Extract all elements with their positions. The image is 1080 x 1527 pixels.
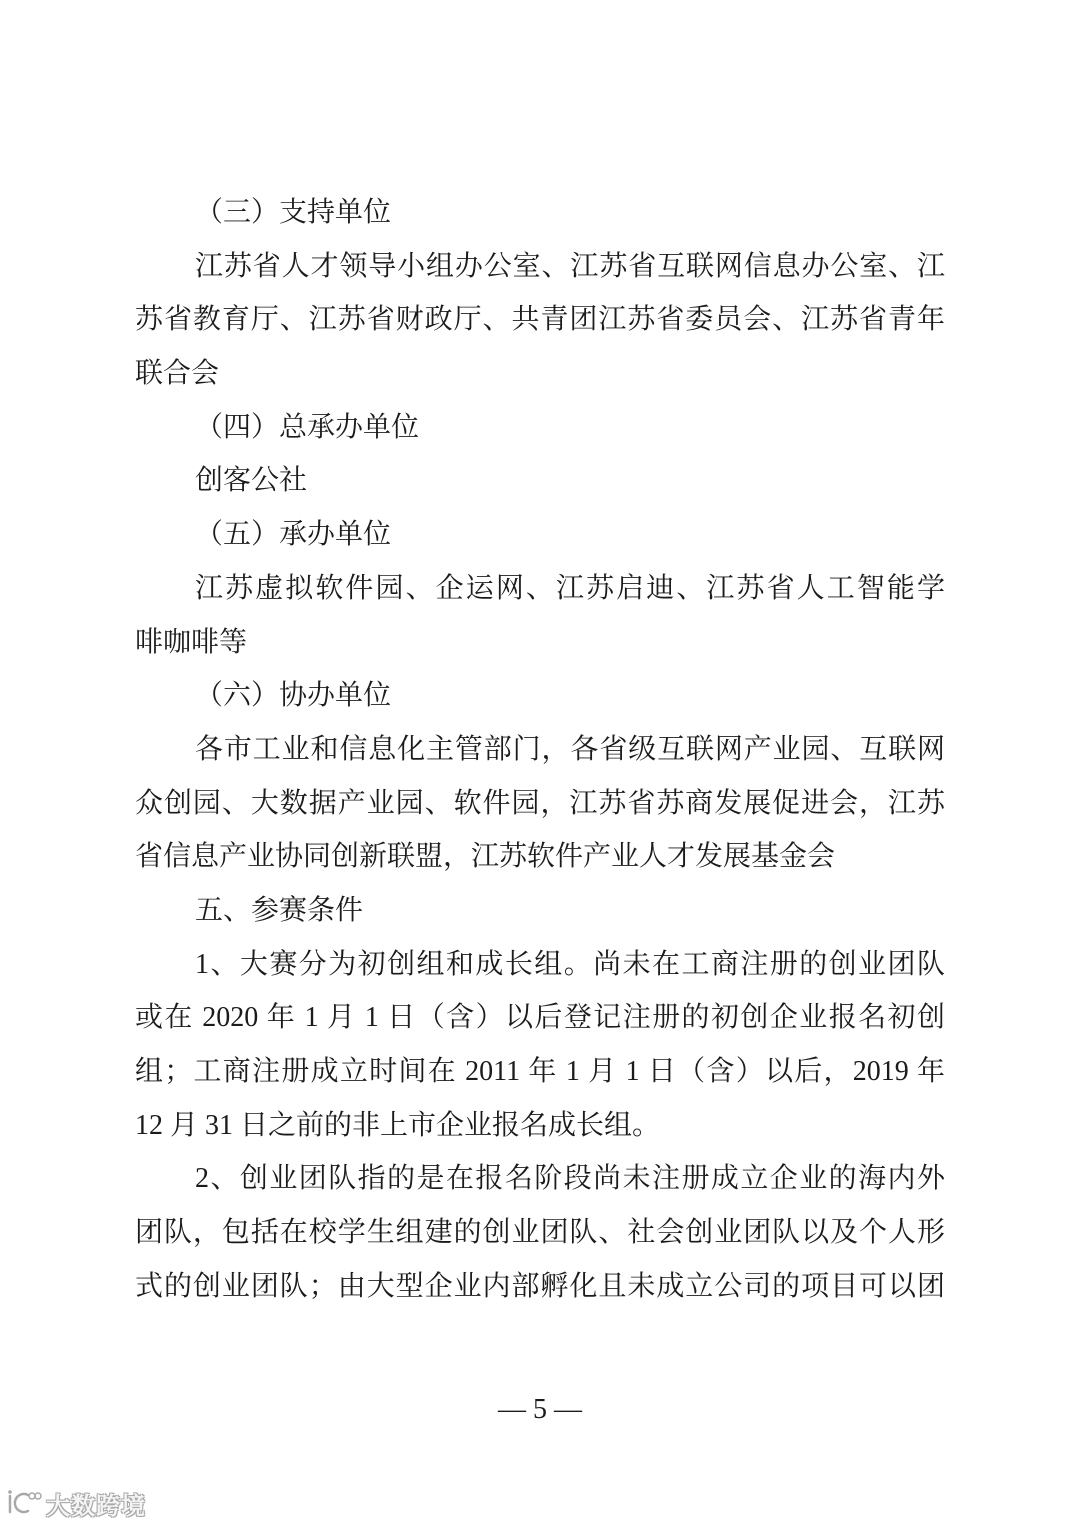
supporting-units-text (135, 240, 945, 401)
text-line: 或在 2020 年 1 月 1 日（含）以后登记注册的初创企业报名初创 (135, 1002, 945, 1034)
condition-item-2 (135, 1152, 945, 1313)
text-line: 式的创业团队；由大型企业内部孵化且未成立公司的项目可以团 (135, 1270, 945, 1302)
watermark-logo-icon (6, 1488, 42, 1518)
text-line: 1、大赛分为初创组和成长组。尚未在工商注册的创业团队 (195, 948, 945, 980)
text-line: 团队，包括在校学生组建的创业团队、社会创业团队以及个人形 (135, 1217, 945, 1249)
text-line: 众创园、大数据产业园、软件园，江苏省苏商发展促进会，江苏 (135, 787, 945, 819)
heading-supporting-units (135, 186, 945, 240)
text-line: 江苏省人才领导小组办公室、江苏省互联网信息办公室、江 (195, 250, 945, 282)
heading-entry-conditions (135, 884, 945, 938)
heading-organizers (135, 508, 945, 562)
text-line: 各市工业和信息化主管部门，各省级互联网产业园、互联网 (195, 733, 945, 765)
heading-co-organizers (135, 669, 945, 723)
watermark-text: 大数跨境 (46, 1491, 146, 1520)
section-heading: （五）承办单位 (195, 519, 392, 551)
heading-general-organizer (135, 401, 945, 455)
text-line: 组；工商注册成立时间在 2011 年 1 月 1 日（含）以后，2019 年 (135, 1056, 945, 1087)
co-organizers-text (135, 723, 945, 884)
section-heading: （六）协办单位 (195, 680, 392, 712)
text-line: 江苏虚拟软件园、企运网、江苏启迪、江苏省人工智能学 (195, 572, 945, 604)
text-line: 啡咖啡等 (135, 626, 248, 658)
general-organizer-text (135, 454, 945, 508)
section-heading: 五、参赛条件 (195, 894, 364, 926)
watermark (6, 1486, 146, 1520)
page-number: — 5 — (498, 1394, 582, 1425)
section-heading: （四）总承办单位 (195, 411, 420, 443)
organizers-text (135, 562, 945, 669)
text-line: 省信息产业协同创新联盟，江苏软件产业人才发展基金会 (135, 841, 836, 873)
document-body (135, 186, 945, 1313)
text-line: 联合会 (135, 358, 220, 390)
section-heading: （三）支持单位 (195, 197, 392, 228)
text-line: 12 月 31 日之前的非上市企业报名成长组。 (135, 1109, 661, 1141)
text-line: 2、创业团队指的是在报名阶段尚未注册成立企业的海内外 (195, 1163, 945, 1195)
text-line: 创客公社 (195, 465, 308, 497)
condition-item-1 (135, 938, 945, 1153)
text-line: 苏省教育厅、江苏省财政厅、共青团江苏省委员会、江苏省青年 (135, 304, 945, 336)
